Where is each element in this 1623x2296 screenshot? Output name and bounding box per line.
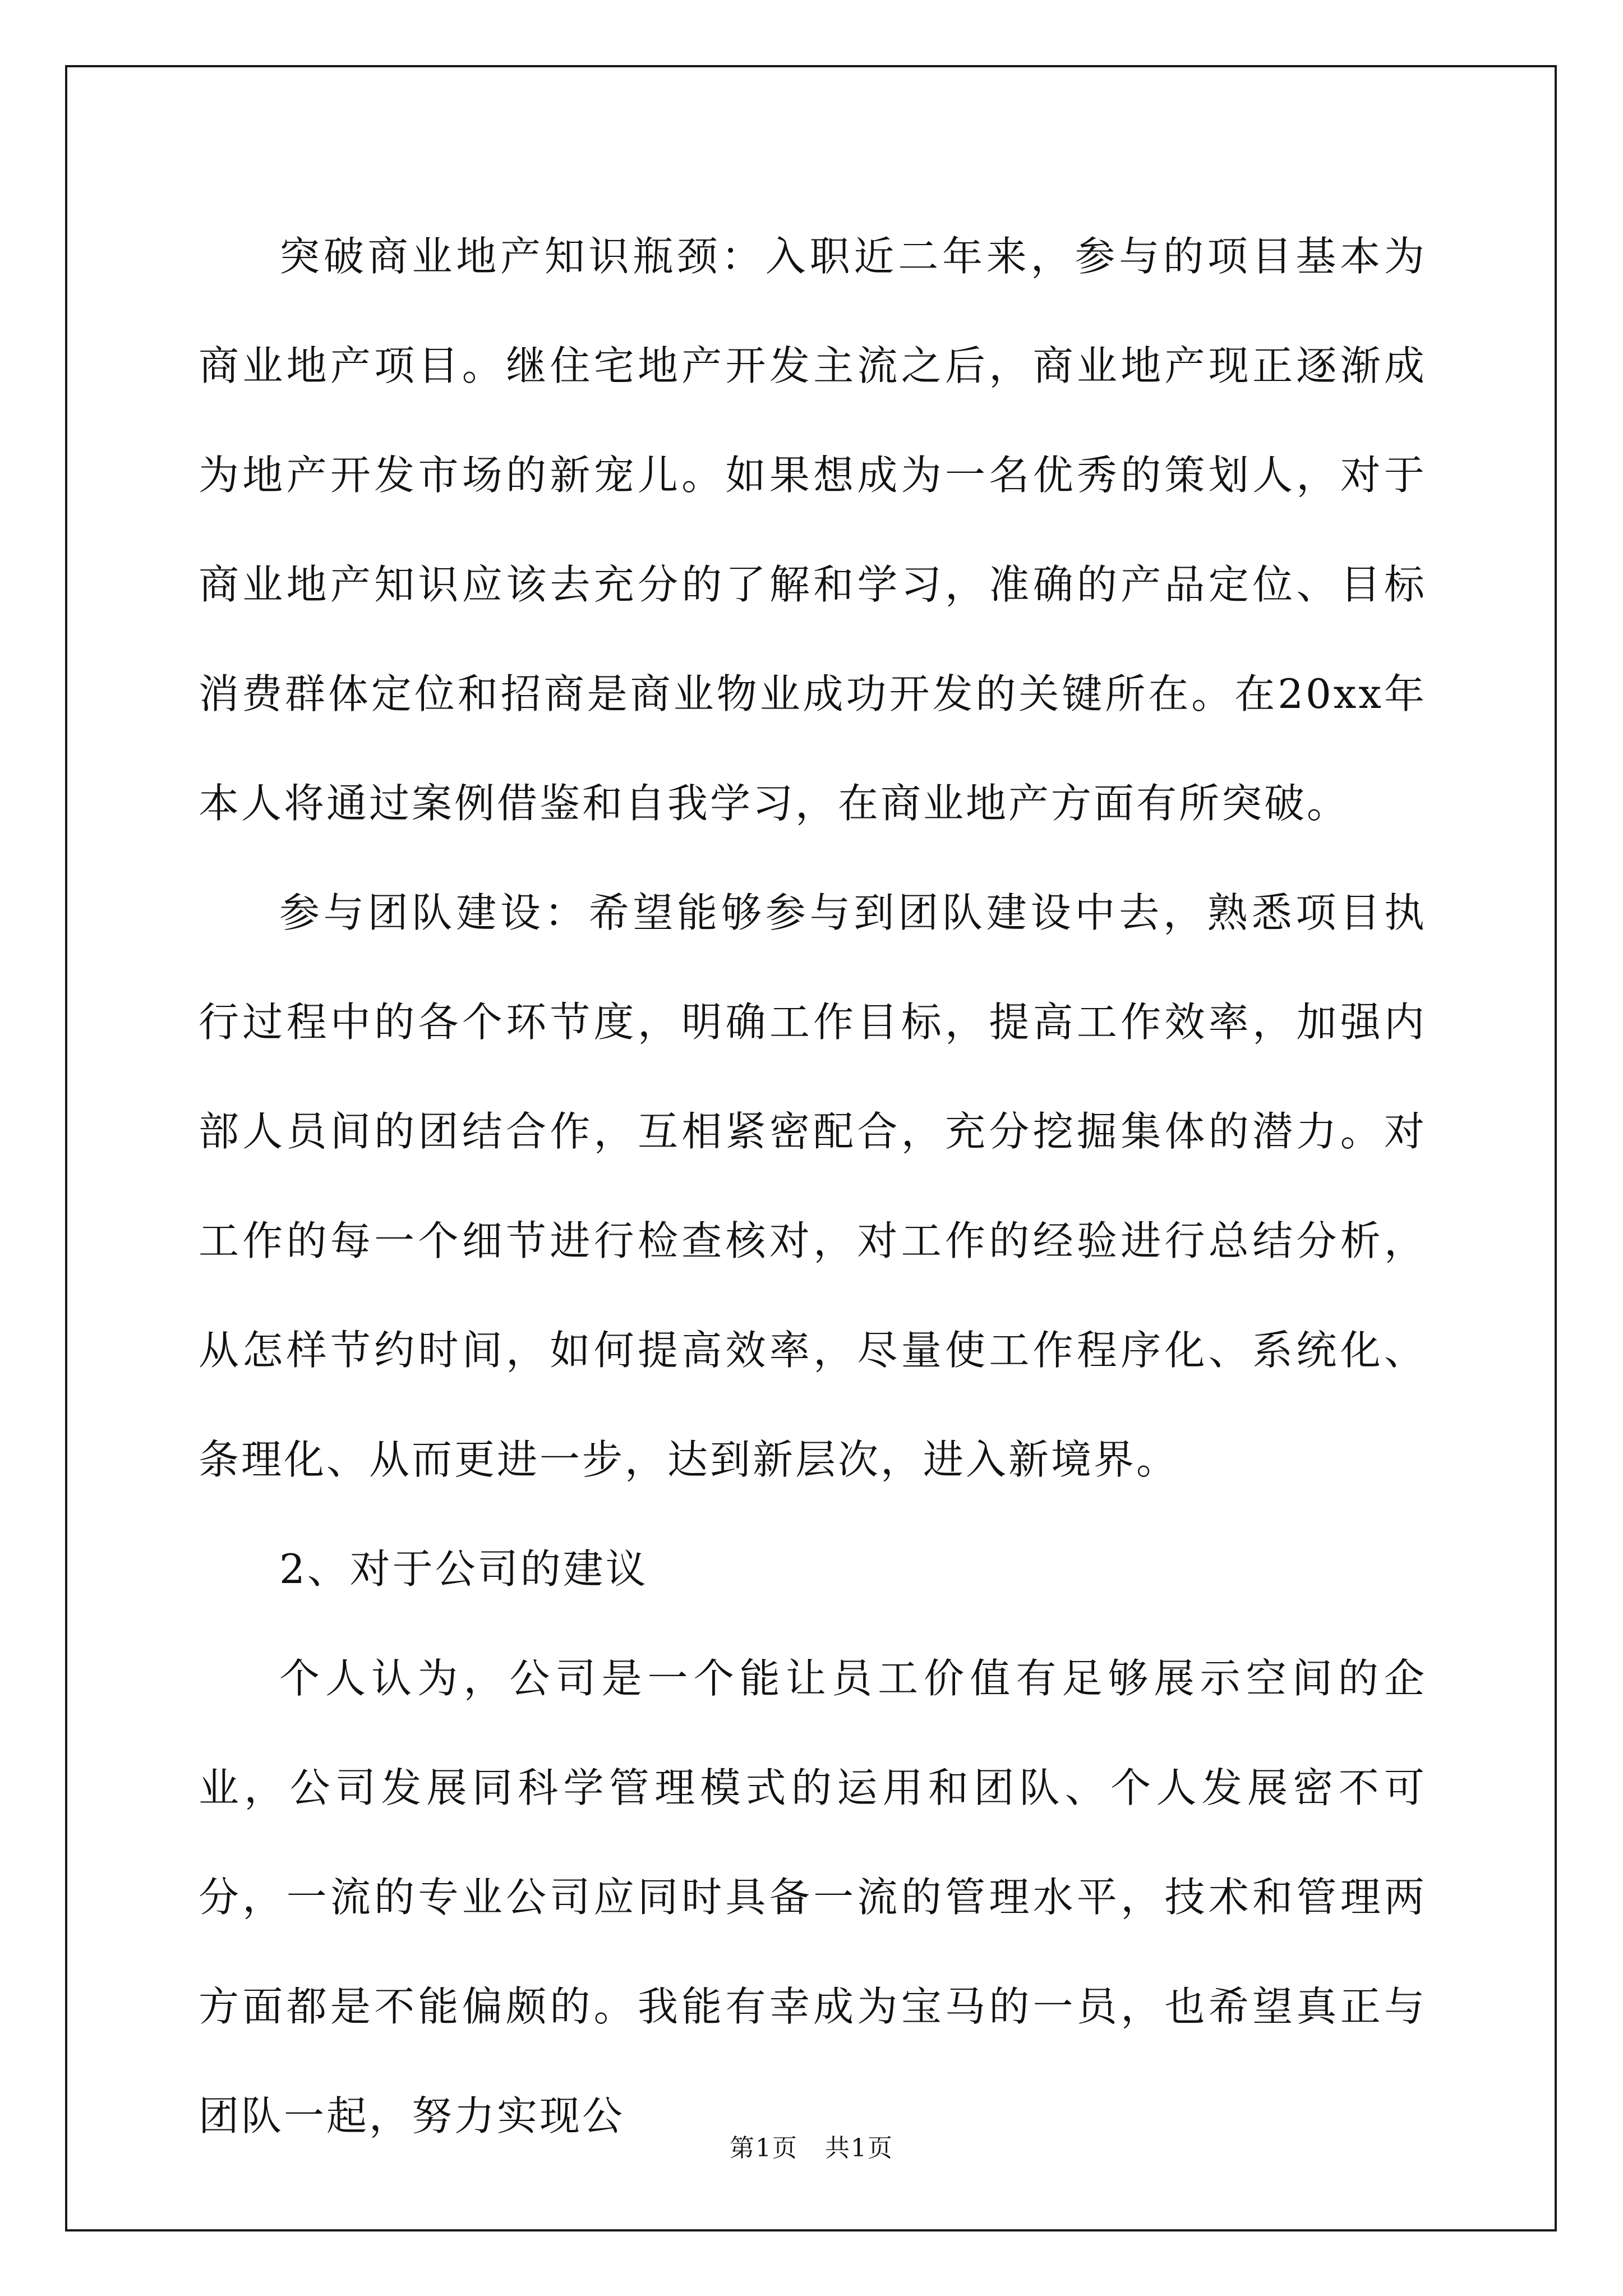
section-heading-company-suggestions: 2、对于公司的建议	[279, 1545, 648, 1593]
page-number-footer: 第1页 共1页	[730, 2134, 893, 2162]
document-body	[199, 202, 1427, 2171]
paragraph-company-opinion: 个人认为，公司是一个能让员工价值有足够展示空间的企业，公司发展同科学管理模式的运用和团队、个人发展密不可分，一流的专业公司应同时具备一流的管理水平，技术和管理两方面都是不能偏颇的。我能有幸成为宝马的一员，也希望真正与团队一起，努力实现公	[199, 1655, 1427, 2139]
paragraph-team-building: 参与团队建设：希望能够参与到团队建设中去，熟悉项目执行过程中的各个环节度，明确工作目标，提高工作效率，加强内部人员间的团结合作，互相紧密配合，充分挖掘集体的潜力。对工作的每一个细节进行检查核对，对工作的经验进行总结分析，从怎样节约时间，如何提高效率，尽量使工作程序化、系统化、条理化、从而更进一步，达到新层次，进入新境界。	[199, 889, 1427, 1483]
paragraph-commercial-real-estate: 突破商业地产知识瓶颈：入职近二年来，参与的项目基本为商业地产项目。继住宅地产开发主流之后，商业地产现正逐渐成为地产开发市场的新宠儿。如果想成为一名优秀的策划人，对于商业地产知识应该去充分的了解和学习，准确的产品定位、目标消费群体定位和招商是商业物业成功开发的关键所在。在20xx年本人将通过案例借鉴和自我学习，在商业地产方面有所突破。	[199, 233, 1427, 827]
